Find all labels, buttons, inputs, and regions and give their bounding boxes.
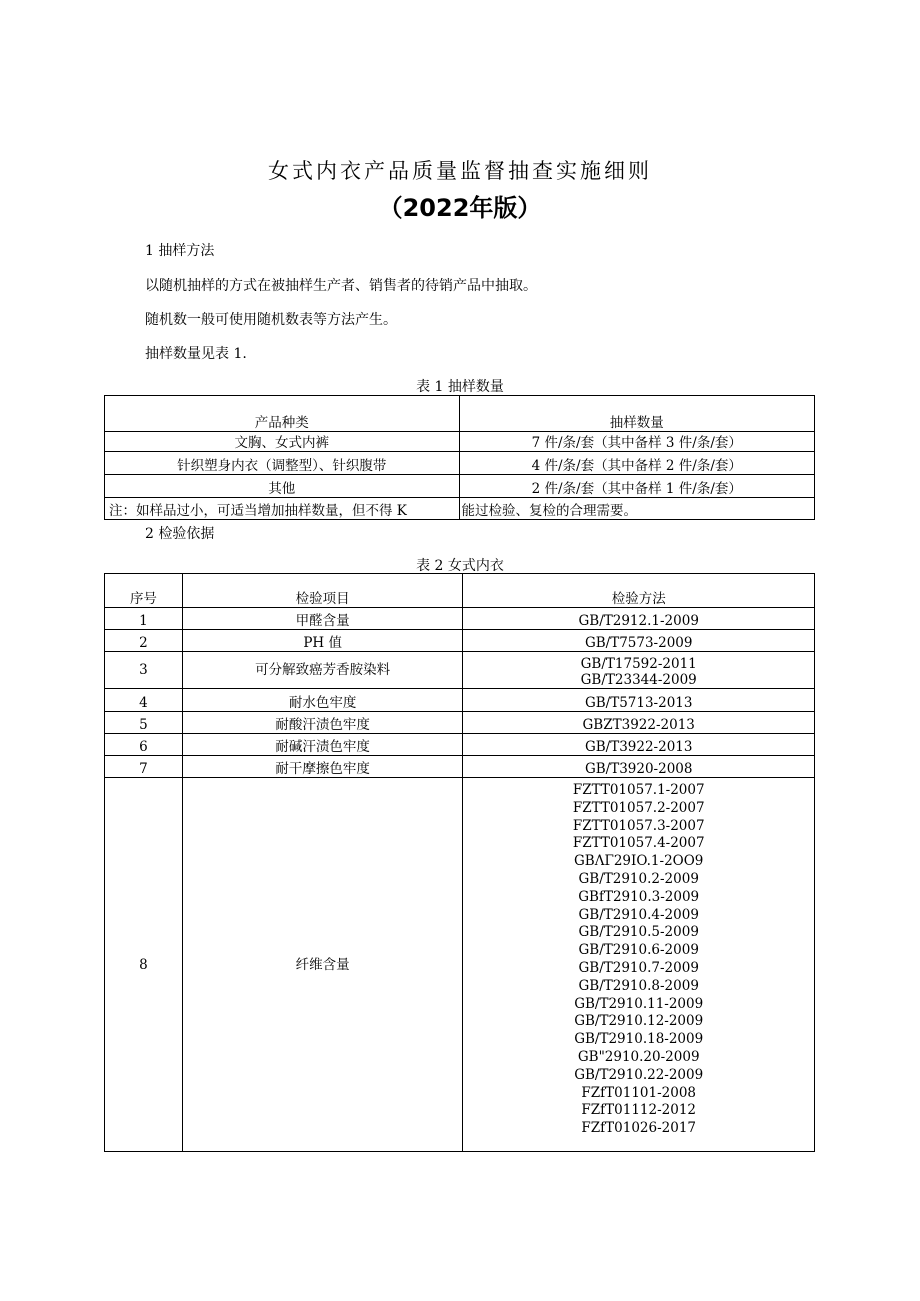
inspection-method-cell: GBZT3922-2013: [463, 712, 815, 734]
table-row: [105, 778, 815, 1152]
serial-number-cell: 7: [105, 756, 183, 778]
method-line: GBfT2910.3-2009: [578, 888, 700, 905]
table-row: [105, 712, 815, 734]
inspection-item-cell: 耐干摩擦色牢度: [182, 756, 463, 778]
header-sample-quantity: 抽样数量: [459, 396, 815, 432]
method-line: GB/T2910.4-2009: [578, 906, 699, 923]
sample-quantity-cell: 4 件/条/套（其中备样 2 件/条/套）: [459, 452, 815, 475]
serial-number-cell: 5: [105, 712, 183, 734]
method-line: FZfT01101-2008: [581, 1084, 697, 1101]
method-line: GB/T2910.2-2009: [578, 870, 699, 887]
document-title: 女式内衣产品质量监督抽查实施细则: [268, 159, 652, 183]
inspection-item-cell: PH 值: [182, 630, 463, 652]
table-row: [105, 432, 815, 452]
table-2-caption: 表 2 女式内衣: [416, 558, 504, 574]
method-line: GB/T2910.5-2009: [578, 924, 699, 941]
method-line: GB/T2910.22-2009: [574, 1066, 704, 1083]
method-line: FZfT01112-2012: [581, 1102, 697, 1119]
table-header-row: [105, 574, 815, 608]
method-line: FZfT01026-2017: [581, 1120, 697, 1137]
section-1-paragraph-1: 以随机抽样的方式在被抽样生产者、销售者的待销产品中抽取。: [145, 278, 537, 294]
table-note-right: 能过检验、复检的合理需要。: [459, 498, 815, 520]
section-1-paragraph-2: 随机数一般可使用随机数表等方法产生。: [145, 312, 397, 328]
inspection-method-cell: GB/T3920-2008: [463, 756, 815, 778]
method-line: FZTT01057.1-2007: [572, 782, 705, 798]
inspection-method-cell: [463, 652, 815, 689]
method-line: GBΛΓ29IO.1-2OO9: [574, 853, 704, 870]
table-row: [105, 734, 815, 756]
inspection-item-cell: 耐酸汗渍色牢度: [182, 712, 463, 734]
table-row: [105, 652, 815, 689]
sampling-quantity-table: [104, 395, 815, 520]
inspection-item-cell: 耐水色牢度: [182, 689, 463, 712]
product-type-cell: 其他: [105, 475, 460, 498]
table-row: [105, 630, 815, 652]
inspection-basis-table: [104, 573, 815, 1152]
header-inspection-method: 检验方法: [463, 574, 815, 608]
method-line: GB"2910.20-2009: [577, 1048, 700, 1065]
product-type-cell: 文胸、女式内裤: [105, 432, 460, 452]
inspection-item-cell: 可分解致癌芳香胺染料: [182, 652, 463, 689]
document-subtitle: （2022年版）: [378, 194, 542, 222]
method-line: GB/T2910.8-2009: [578, 977, 699, 994]
product-type-cell: 针织塑身内衣（调整型）、针织腹带: [105, 452, 460, 475]
method-line: FZTT01057.3-2007: [572, 817, 705, 834]
inspection-method-cell: [463, 778, 815, 1152]
inspection-item-cell: 甲醛含量: [182, 608, 463, 630]
inspection-method-cell: GB/T7573-2009: [463, 630, 815, 652]
inspection-method-cell: GB/T5713-2013: [463, 689, 815, 712]
table-row: [105, 756, 815, 778]
inspection-item-cell: 纤维含量: [182, 778, 463, 1152]
table-header-row: [105, 396, 815, 432]
table-row: [105, 608, 815, 630]
method-line: GB/T2910.6-2009: [578, 942, 699, 959]
table-row: [105, 689, 815, 712]
inspection-item-cell: 耐碱汗渍色牢度: [182, 734, 463, 756]
table-1-caption: 表 1 抽样数量: [416, 379, 504, 395]
section-1-heading: 1 抽样方法: [145, 243, 215, 259]
header-serial-number: 序号: [105, 574, 183, 608]
method-line: GB/T2910.12-2009: [574, 1013, 704, 1030]
header-inspection-item: 检验项目: [182, 574, 463, 608]
method-line: FZTT01057.2-2007: [572, 799, 705, 816]
serial-number-cell: 3: [105, 652, 183, 689]
method-line: GB/T2910.11-2009: [574, 995, 704, 1012]
method-line: GB/T2910.18-2009: [574, 1031, 704, 1048]
section-2-heading: 2 检验依据: [145, 526, 215, 542]
serial-number-cell: 1: [105, 608, 183, 630]
table-row: [105, 452, 815, 475]
sample-quantity-cell: 7 件/条/套（其中备样 3 件/条/套）: [459, 432, 815, 452]
serial-number-cell: 6: [105, 734, 183, 756]
method-line: GB/T17592-2011: [580, 656, 697, 672]
table-row: [105, 475, 815, 498]
inspection-method-cell: GB/T3922-2013: [463, 734, 815, 756]
method-line: GB/T2910.7-2009: [578, 959, 699, 976]
header-product-type: 产品种类: [105, 396, 460, 432]
sample-quantity-cell: 2 件/条/套（其中备样 1 件/条/套）: [459, 475, 815, 498]
inspection-method-cell: GB/T2912.1-2009: [463, 608, 815, 630]
method-line: FZTT01057.4-2007: [572, 835, 705, 852]
serial-number-cell: 2: [105, 630, 183, 652]
table-note-left: 注：如样品过小，可适当增加抽样数量，但不得 K: [105, 498, 460, 520]
serial-number-cell: 4: [105, 689, 183, 712]
table-note-row: [105, 498, 815, 520]
serial-number-cell: 8: [105, 778, 183, 1152]
method-line: GB/T23344-2009: [580, 672, 697, 688]
section-1-paragraph-3: 抽样数量见表 1.: [145, 346, 247, 362]
